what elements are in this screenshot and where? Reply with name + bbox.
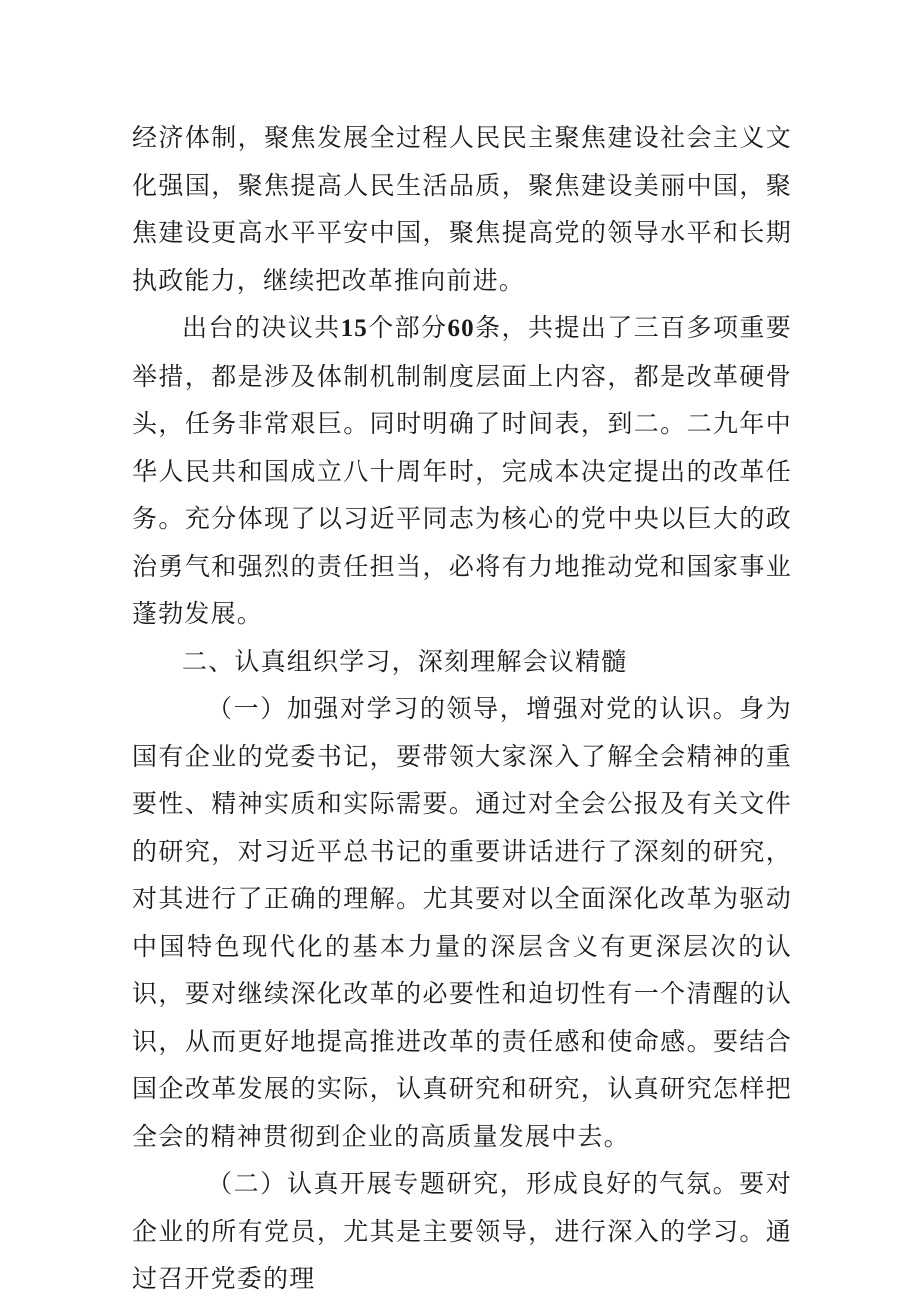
paragraph-subsection-2: （二）认真开展专题研究，形成良好的气氛。要对企业的所有党员，尤其是主要领导，进行深入的学习。通过召开党委的理 (132, 1169, 792, 1293)
document-body (132, 114, 792, 1303)
paragraph-subsection-1: （一）加强对学习的领导，增强对党的认识。身为国有企业的党委书记，要带领大家深入了解全会精神的重要性、精神实质和实际需要。通过对全会公报及有关文件的研究，对习近平总书记的重要讲话进行了深刻的研究，对其进行了正确的理解。尤其要对以全面深化改革为驱动中国特色现代化的基本力量的深层含义有更深层次的认识，要对继续深化改革的必要性和迫切性有一个清醒的认识，从而更好地提高推进改革的责任感和使命感。要结合国企改革发展的实际，认真研究和研究，认真研究怎样把全会的精神贯彻到企业的高质量发展中去。 (132, 694, 792, 1151)
paragraph-resolution (132, 304, 792, 638)
paragraph-text-segment: 个部分 (367, 313, 448, 342)
paragraph-text-segment: 条，共提出了三百多项重要举措，都是涉及体制机制制度层面上内容，都是改革硬骨头，任务非常艰巨。同时明确了时间表，到二。二九年中华人民共和国成立八十周年时，完成本决定提出的改革任务。充分体现了以习近平同志为核心的党中央以巨大的政治勇气和强烈的责任担当，必将有力地推动党和国家事业蓬勃发展。 (132, 313, 793, 628)
paragraph-text-segment: 出台的决议共 (182, 313, 341, 342)
parts-count: 15 (340, 315, 368, 342)
section-heading: 二、认真组织学习，深刻理解会议精髓 (182, 646, 628, 676)
articles-count: 60 (447, 315, 475, 342)
paragraph-continuation: 经济体制，聚焦发展全过程人民民主聚焦建设社会主义文化强国，聚焦提高人民生活品质，聚焦建设美丽中国，聚焦建设更高水平平安中国，聚焦提高党的领导水平和长期执政能力，继续把改革推向前进。 (132, 123, 792, 295)
